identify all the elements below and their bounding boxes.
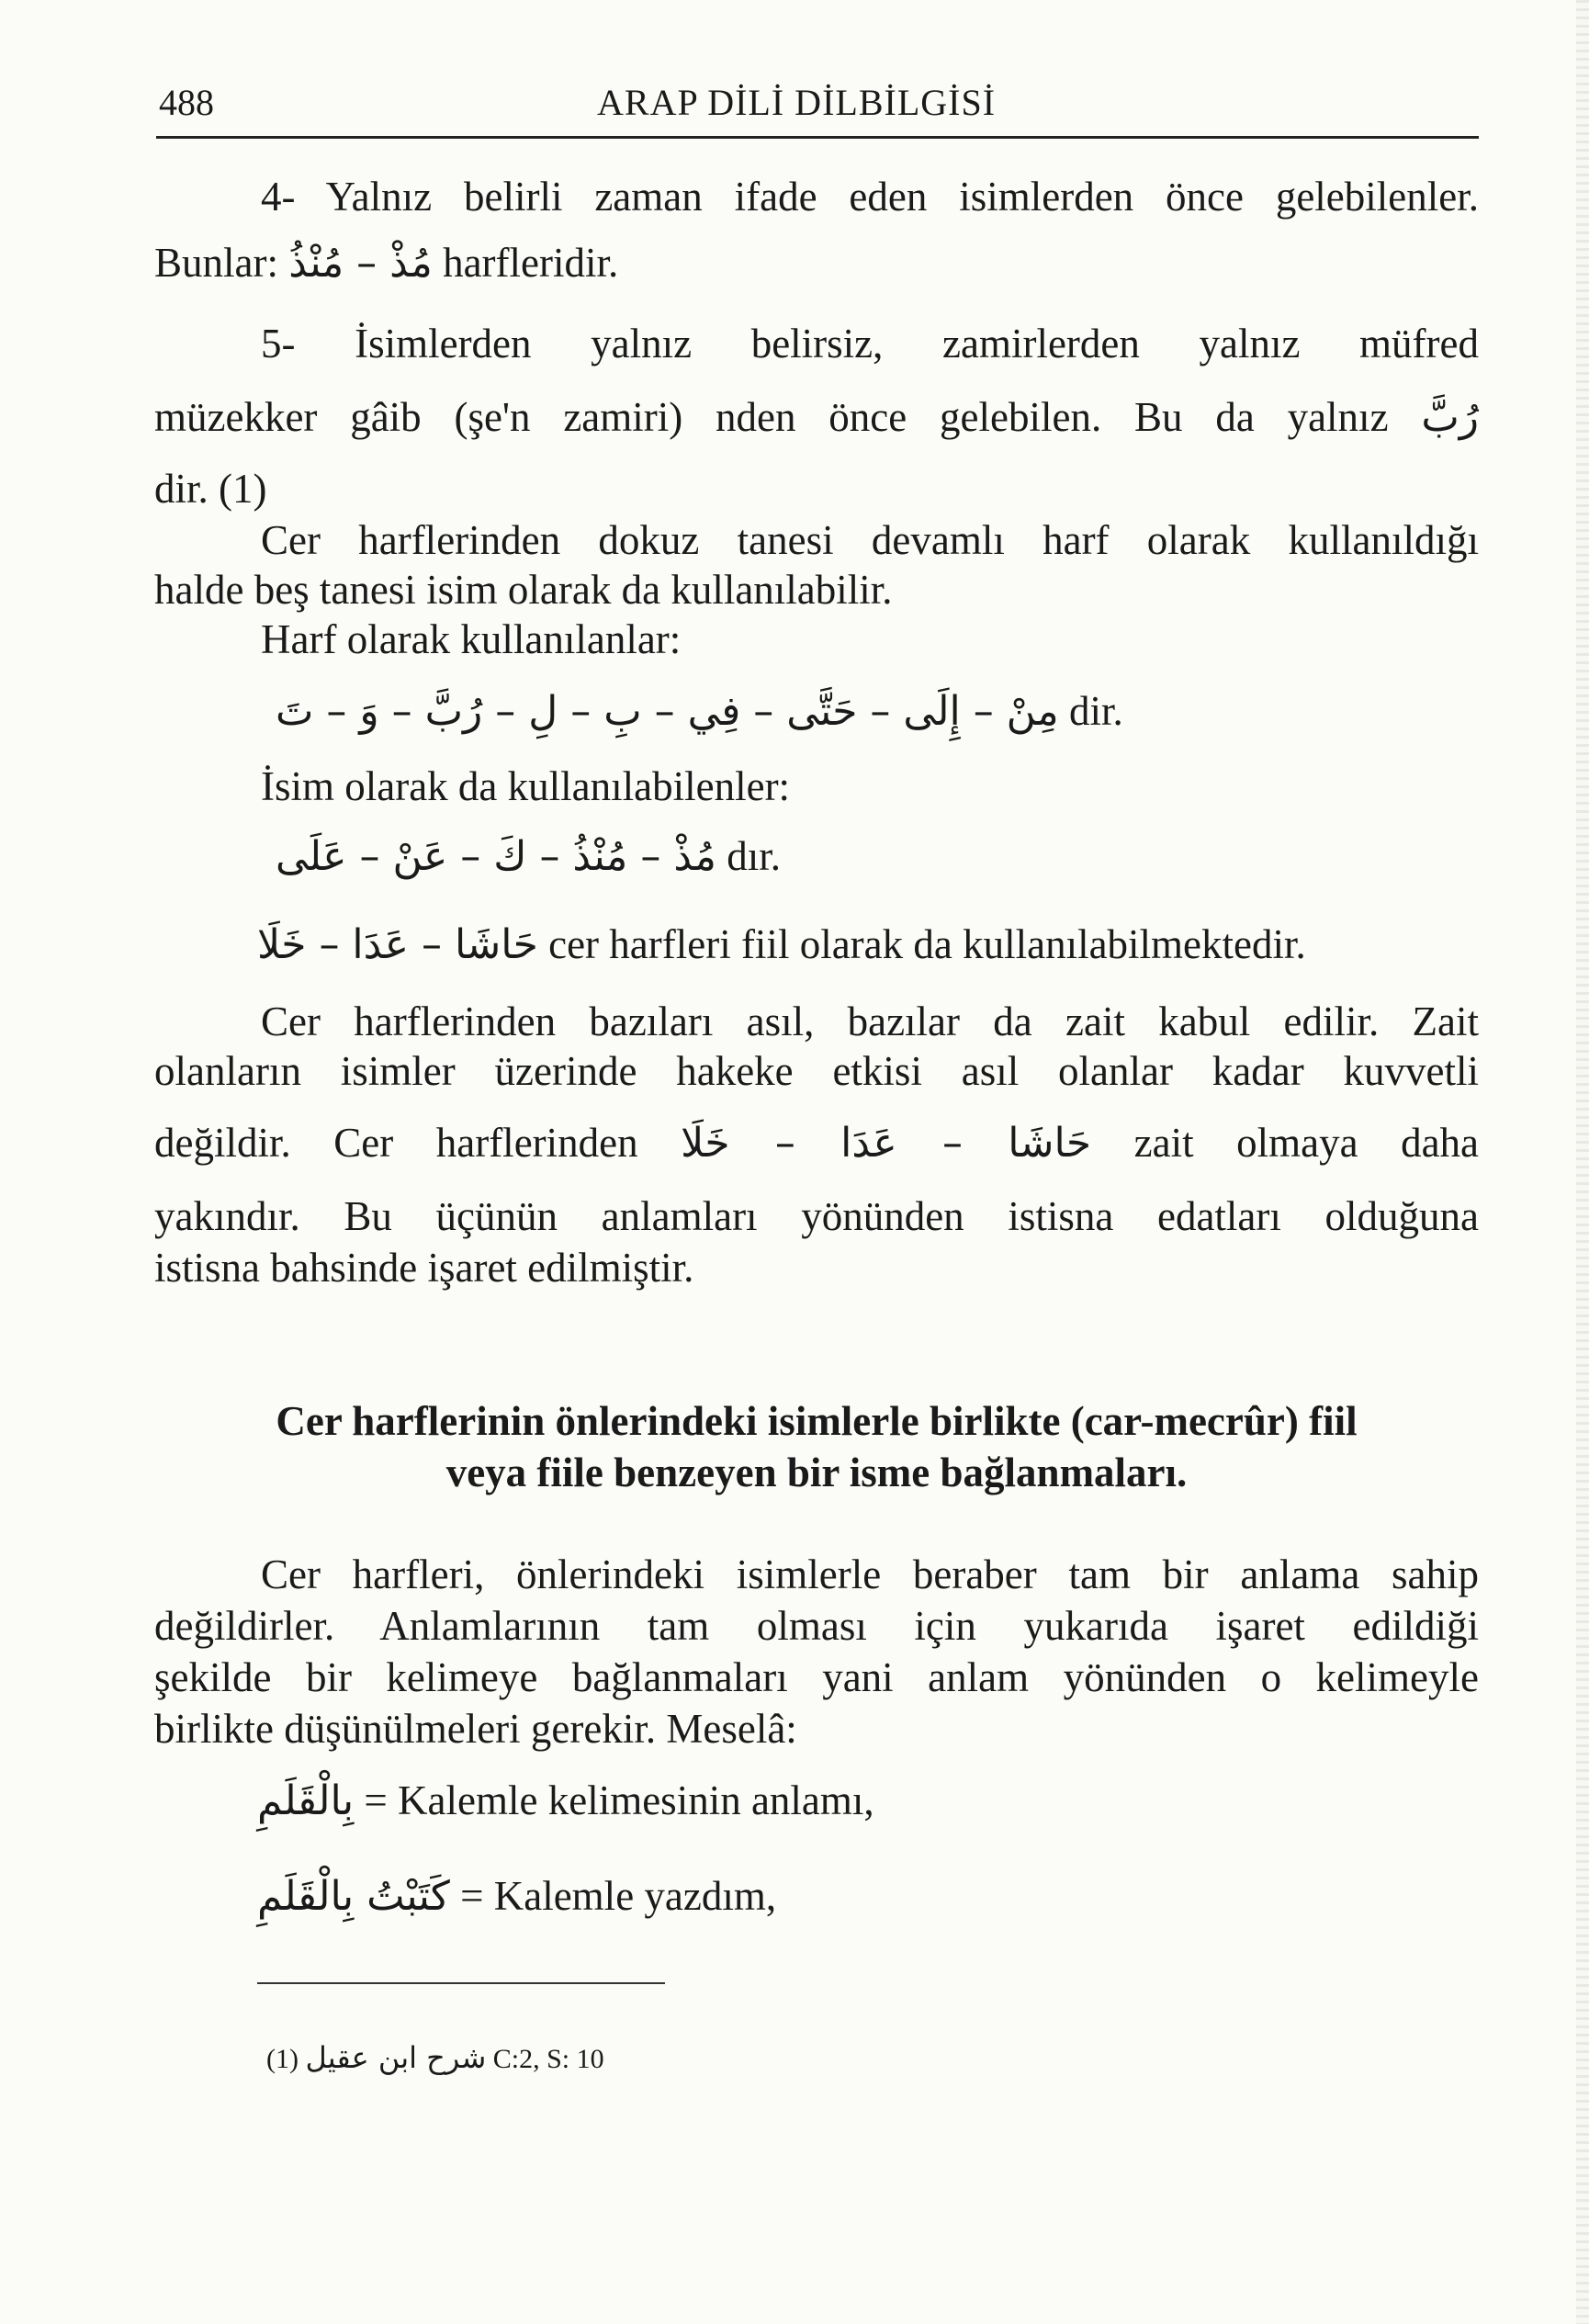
paragraph-line: yakındır. Bu üçünün anlamları yönünden istisna edatları olduğuna	[154, 1193, 1479, 1239]
subheading-isim: İsim olarak da kullanılabilenler:	[261, 763, 791, 809]
paragraph-line: Cer harflerinden bazıları asıl, bazılar da zait kabul edilir. Zait	[261, 998, 1479, 1044]
page-edge	[1576, 0, 1589, 2324]
text-segment: cer harfleri fiil olarak da kullanılabilmektedir.	[548, 921, 1306, 967]
footnote-source: شرح ابن عقيل	[305, 2040, 487, 2075]
section-heading-line-2: veya fiile benzeyen bir isme bağlanmaları.	[445, 1450, 1188, 1495]
text-segment: zait olmaya daha	[1133, 1120, 1480, 1166]
paragraph-line: halde beş tanesi isim olarak da kullanılabilir.	[154, 567, 893, 613]
page-header	[156, 79, 1479, 139]
page-number: 488	[159, 82, 214, 123]
paragraph-line: Cer harfleri, önlerindeki isimlerle beraber tam bir anlama sahip	[261, 1551, 1479, 1597]
text-segment: dır.	[727, 833, 782, 879]
paragraph-4-line-1: 4- Yalnız belirli zaman ifade eden isimlerden önce gelebilenler.	[261, 174, 1479, 220]
paragraph-line: Cer harflerinden dokuz tanesi devamlı harf olarak kullanıldığı	[261, 517, 1479, 563]
paragraph-4-line-2	[154, 237, 1479, 289]
paragraph-line: istisna bahsinde işaret edilmiştir.	[154, 1245, 694, 1291]
paragraph-5-line-1: 5- İsimlerden yalnız belirsiz, zamirlerden yalnız müfred	[261, 321, 1479, 367]
paragraph-5-line-2	[154, 391, 1479, 444]
arabic-example: بِالْقَلَمِ	[257, 1777, 355, 1824]
paragraph-5-line-3: dir. (1)	[154, 466, 267, 512]
footnote-reference: C:2, S: 10	[492, 2044, 604, 2074]
arabic-harf-list: مِنْ – إِلَى – حَتَّى – فِي – بِ – لِ – رُبَّ – وَ – تَ	[276, 688, 1059, 735]
running-title: ARAP DİLİ DİLBİLGİSİ	[597, 82, 997, 123]
example-meaning: = Kalemle kelimesinin anlamı,	[364, 1777, 874, 1823]
footnote-marker: (1)	[266, 2044, 299, 2074]
text-segment: harfleridir.	[443, 240, 619, 286]
arabic-example: كَتَبْتُ بِالْقَلَمِ	[257, 1873, 450, 1920]
text-segment: müzekker gâib (şe'n zamiri) nden önce gelebilen. Bu da yalnız	[154, 394, 1389, 440]
arabic-text: رُبَّ	[1421, 394, 1480, 441]
arabic-text: حَاشَا – عَدَا – خَلَا	[681, 1120, 1092, 1167]
paragraph-line: şekilde bir kelimeye bağlanmaları yani anlam yönünden o kelimeyle	[154, 1654, 1479, 1700]
text-segment: dir.	[1069, 688, 1123, 734]
footnote	[266, 2039, 604, 2078]
example-meaning: = Kalemle yazdım,	[460, 1873, 777, 1919]
arabic-fiil-list: حَاشَا – عَدَا – خَلَا	[257, 921, 538, 968]
text-segment: değildir. Cer harflerinden	[154, 1120, 638, 1166]
paragraph-line: birlikte düşünülmeleri gerekir. Meselâ:	[154, 1706, 797, 1752]
subheading-harf: Harf olarak kullanılanlar:	[261, 616, 682, 662]
footnote-rule	[257, 1982, 665, 1984]
text-segment: Bunlar:	[154, 240, 278, 286]
example-1	[257, 1775, 1479, 1827]
fiil-line	[257, 919, 1479, 971]
section-heading-line-1: Cer harflerinin önlerindeki isimlerle birlikte (car-mecrûr) fiil	[276, 1398, 1358, 1444]
isim-list	[276, 830, 1010, 883]
arabic-isim-list: مُذْ – مُنْذُ – كَ – عَنْ – عَلَى	[276, 833, 717, 880]
harf-list	[276, 685, 1194, 738]
paragraph-line: değildirler. Anlamlarının tam olması için yukarıda işaret edildiği	[154, 1603, 1479, 1649]
paragraph-line	[154, 1117, 1479, 1169]
arabic-text: مُذْ – مُنْذُ	[288, 240, 433, 287]
paragraph-line: olanların isimler üzerinde hakeke etkisi asıl olanlar kadar kuvvetli	[154, 1048, 1479, 1094]
example-2	[257, 1870, 1479, 1923]
